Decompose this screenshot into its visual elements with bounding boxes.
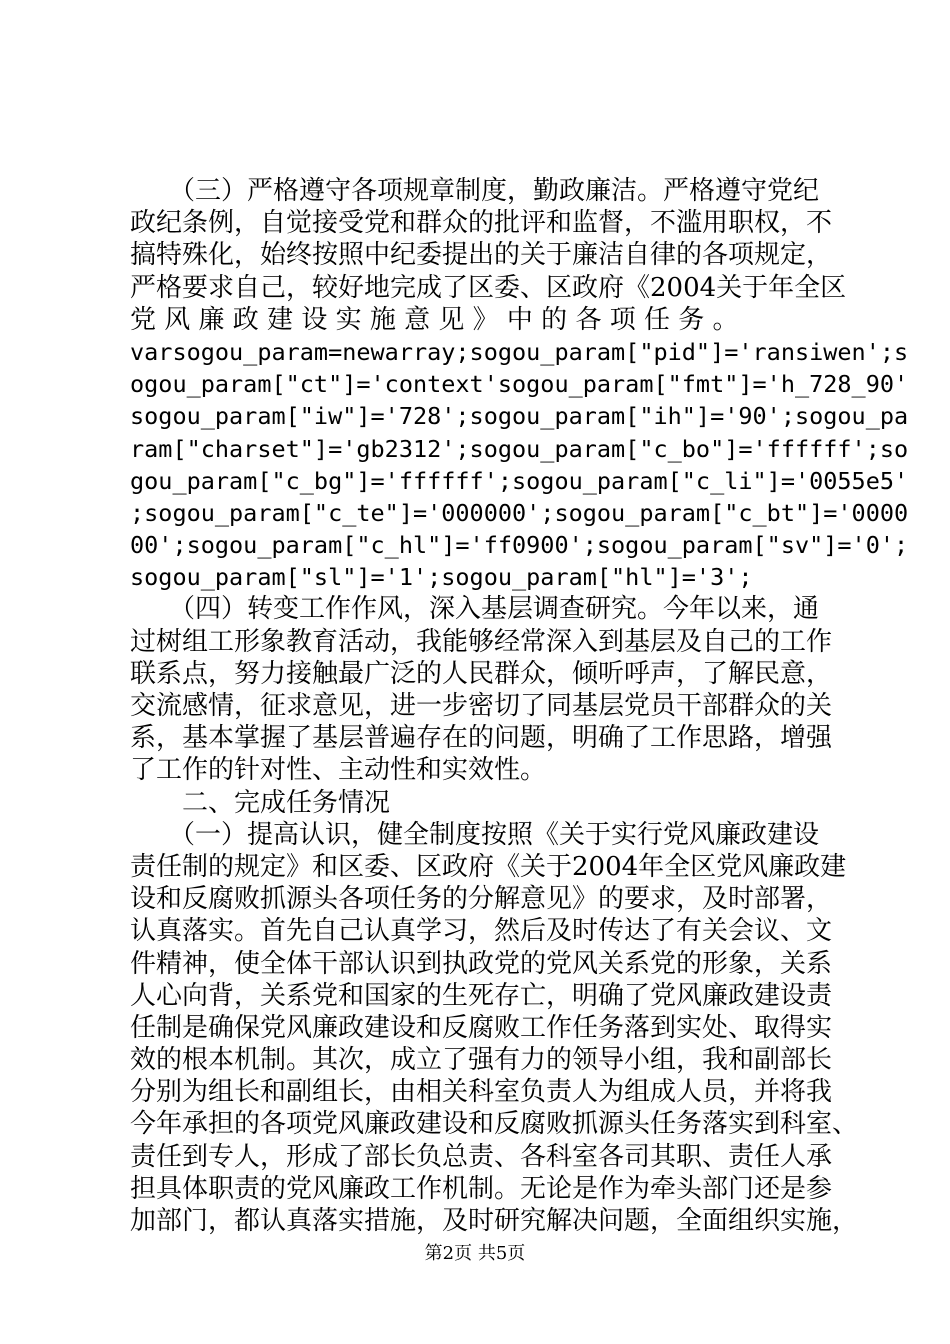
text-line: 分别为组长和副组长，由相关科室负责人为组成人员，并将我 xyxy=(130,1077,833,1108)
text-line: 件精神，使全体干部认识到执政党的党风关系党的形象，关系 xyxy=(130,948,833,979)
text-line: 政纪条例，自觉接受党和群众的批评和监督，不滥用职权，不 xyxy=(130,208,833,239)
code-line: sogou_param["iw"]='728';sogou_param["ih"]='90';sogou_pa xyxy=(130,402,909,431)
code-line: ogou_param["ct"]='context'sogou_param["fmt"]='h_728_90' xyxy=(130,370,909,399)
text-line: 党 风 廉 政 建 设 实 施 意 见 》 中 的 各 项 任 务 。 xyxy=(130,304,739,335)
code-line: gou_param["c_bg"]='ffffff';sogou_param["c_li"]='0055e5' xyxy=(130,466,909,495)
text-line: 设和反腐败抓源头各项任务的分解意见》的要求，及时部署， xyxy=(130,884,833,915)
text-line: 加部门，都认真落实措施，及时研究解决问题，全面组织实施， xyxy=(130,1206,859,1236)
text-line: 今年承担的各项党风廉政建设和反腐败抓源头任务落实到科室、 xyxy=(130,1109,859,1140)
text-line: 人心向背，关系党和国家的生死存亡，明确了党风廉政建设责 xyxy=(130,980,833,1011)
text-line: 联系点，努力接触最广泛的人民群众，倾听呼声，了解民意， xyxy=(130,658,833,689)
code-line: sogou_param["sl"]='1';sogou_param["hl"]='3'; xyxy=(130,563,753,592)
text-line: 过树组工形象教育活动，我能够经常深入到基层及自己的工作 xyxy=(130,626,833,657)
document-body xyxy=(130,175,909,1237)
text-line: （一）提高认识，健全制度按照《关于实行党风廉政建设 xyxy=(130,819,820,850)
code-line: 00';sogou_param["c_hl"]='ff0900';sogou_param["sv"]='0'; xyxy=(130,531,909,560)
text-line: 责任制的规定》和区委、区政府《关于2004年全区党风廉政建 xyxy=(130,851,847,882)
text-line: 搞特殊化，始终按照中纪委提出的关于廉洁自律的各项规定， xyxy=(130,240,833,271)
text-line: 任制是确保党风廉政建设和反腐败工作任务落到实处、取得实 xyxy=(130,1012,833,1043)
text-line: 责任到专人，形成了部长负总责、各科室各司其职、责任人承 xyxy=(130,1141,833,1172)
text-line: 认真落实。首先自己认真学习，然后及时传达了有关会议、文 xyxy=(130,916,833,947)
text-line: 了工作的针对性、主动性和实效性。 xyxy=(130,755,547,786)
text-line: 系，基本掌握了基层普遍存在的问题，明确了工作思路，增强 xyxy=(130,723,833,754)
code-line: varsogou_param=newarray;sogou_param["pid"]='ransiwen';s xyxy=(130,337,909,366)
code-line: ram["charset"]='gb2312';sogou_param["c_bo"]='ffffff';so xyxy=(130,434,909,463)
text-line: （三）严格遵守各项规章制度，勤政廉洁。严格遵守党纪 xyxy=(130,176,820,206)
text-line: 效的根本机制。其次，成立了强有力的领导小组，我和副部长 xyxy=(130,1045,833,1076)
page-footer: 第2页 共5页 xyxy=(424,1243,526,1264)
section-heading: 二、完成任务情况 xyxy=(130,787,391,818)
text-line: 交流感情，征求意见，进一步密切了同基层党员干部群众的关 xyxy=(130,691,833,721)
text-line: 严格要求自己，较好地完成了区委、区政府《2004关于年全区 xyxy=(130,272,847,303)
code-line: ;sogou_param["c_te"]='000000';sogou_param["c_bt"]='0000 xyxy=(130,498,909,527)
text-line: （四）转变工作作风，深入基层调查研究。今年以来，通 xyxy=(130,594,820,625)
text-line: 担具体职责的党风廉政工作机制。无论是作为牵头部门还是参 xyxy=(130,1173,833,1204)
